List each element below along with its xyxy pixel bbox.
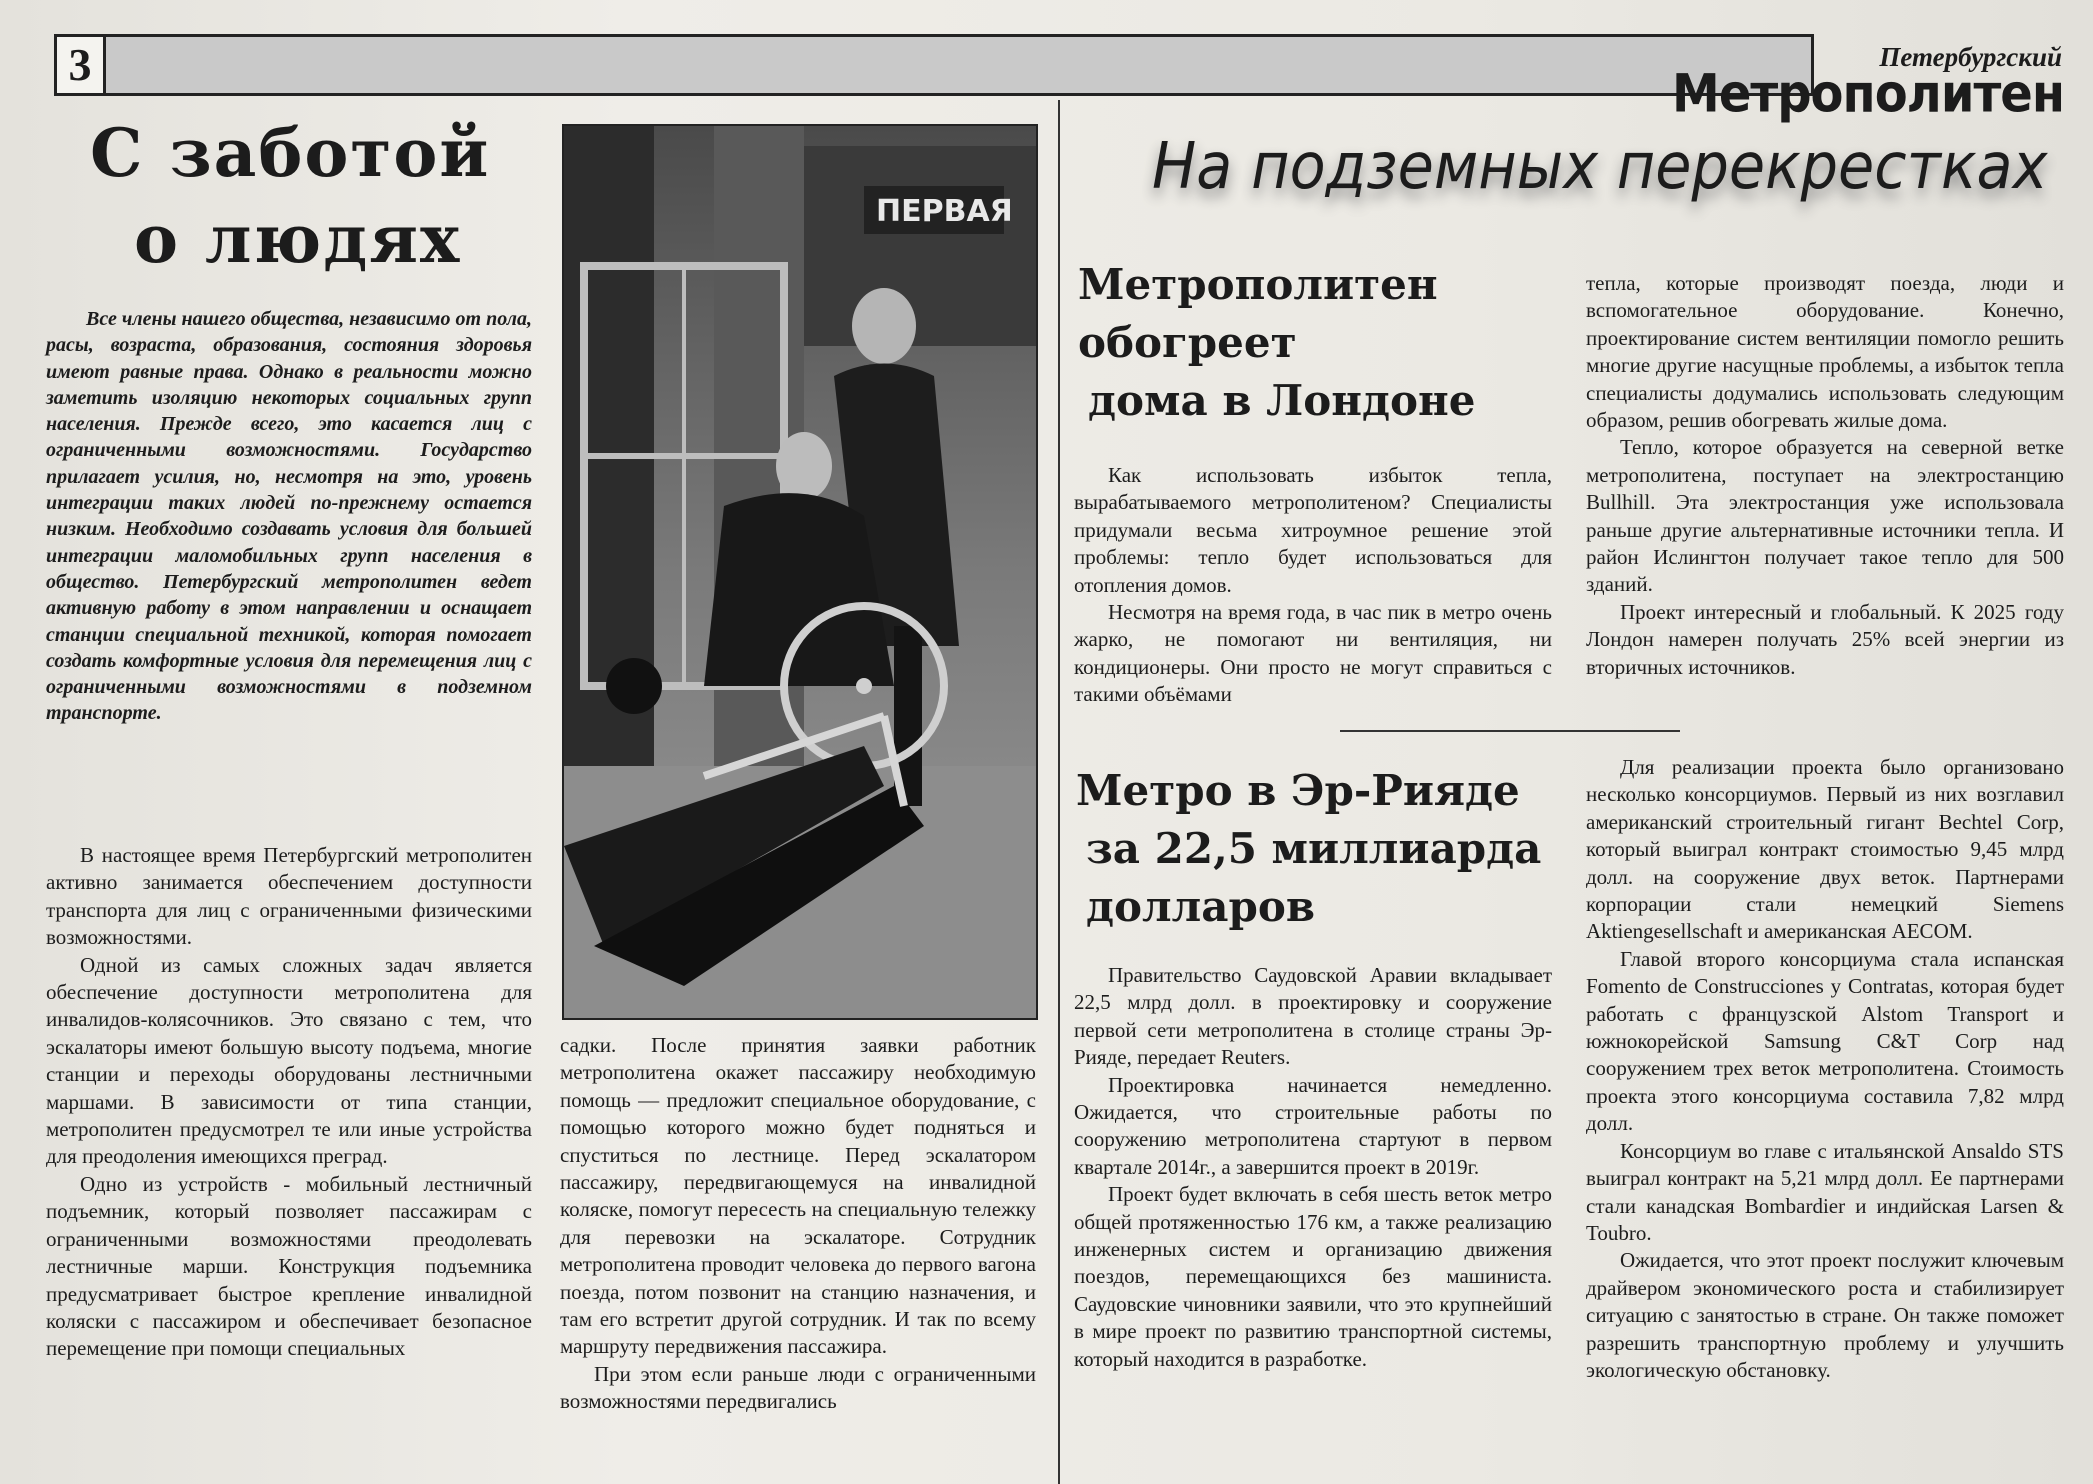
paragraph: Проект интересный и глобальный. К 2025 году Лондон намерен получать 25% всей энергии из вторичных источников. bbox=[1586, 599, 2064, 679]
paragraph: садки. После принятия заявки работник метрополитена окажет пассажиру необходимую помощь — предложит специальное оборудование, с помощью которого можно будет подняться и спуститься по лестнице. Перед эскалатором пассажиру, передвигающемуся на инвалидной коляске, помогут пересесть на специальную тележку для перевозки на эскалаторе. Сотрудник метрополитена проводит человека до первого вагона поезда, потом позвонит на станцию назначения, и там его встретит другой сотрудник. И так по всему маршруту передвижения пассажира. bbox=[560, 1033, 1036, 1359]
logo-small-text: Петербургский bbox=[1879, 42, 2062, 72]
paragraph: Проект будет включать в себя шесть веток метро общей протяженностью 176 км, а также реализацию инженерных систем и организацию движения поездов, перемещающихся без машиниста. Саудовские чиновники заявили, что это крупнейший в мире проект по развитию транспортной системы, который находится в разработке. bbox=[1074, 1182, 1552, 1371]
paragraph: Ожидается, что этот проект послужит ключевым драйвером экономического роста и стабилизирует ситуацию с занятостью в стране. Он также поможет разрешить транспортную проблему и улучшить экологическую обстановку. bbox=[1586, 1248, 2064, 1382]
column-divider bbox=[1058, 100, 1060, 1484]
photo-illustration bbox=[564, 126, 1036, 1018]
paragraph: Как использовать избыток тепла, вырабатываемого метрополитеном? Специалисты придумали весьма хитроумное решение этой проблемы: тепло будет использоваться для отопления домов. bbox=[1074, 463, 1552, 597]
riyadh-article-title bbox=[1076, 762, 1541, 936]
paragraph: Консорциум во главе с итальянской Ansaldo STS выиграл контракт на 5,21 млрд долл. Ее партнерами стали канадская Bombardier и индийская Larsen & Toubro. bbox=[1586, 1138, 2064, 1245]
title-line: дома в Лондоне bbox=[1088, 376, 1476, 425]
wheelchair-photo bbox=[562, 124, 1038, 1020]
paragraph: Тепло, которое образуется на северной ветке метрополитена, поступает на электростанцию Bullhill. Эта электростанция уже использовала раньше другие альтернативные источники тепла. И район Ислингтон получает такое тепло для 500 зданий. bbox=[1586, 435, 2064, 597]
title-line: Метро в Эр-Рияде bbox=[1076, 766, 1520, 815]
riyadh-article-column-1 bbox=[1074, 962, 1552, 1373]
paragraph: Проектировка начинается немедленно. Ожидается, что строительные работы по сооружению метрополитена стартуют в первом квартале 2014г., а завершится проект в 2019г. bbox=[1074, 1072, 1552, 1179]
title-line: обогреет bbox=[1078, 318, 1297, 367]
title-line: о людях bbox=[134, 200, 462, 278]
paragraph: В настоящее время Петербургский метрополитен активно занимается обеспечением доступности транспорта для лиц с ограниченными физическими возможностями. bbox=[46, 843, 532, 950]
logo-big-text: Метрополитен bbox=[1672, 63, 2064, 125]
section-title: На подземных перекрестках bbox=[1152, 130, 2048, 204]
paragraph: Главой второго консорциума стала испанская Fomento de Construcciones y Contratas, которая будет работать с французской Alstom Transport и южнокорейской Samsung C&T Corp над сооружением трех веток метрополитена. Стоимость проекта этого консорциума составила 7,82 млрд долл. bbox=[1586, 946, 2064, 1136]
riyadh-article-column-2 bbox=[1586, 754, 2064, 1384]
left-article-title bbox=[90, 110, 490, 282]
header-bar bbox=[54, 34, 1814, 96]
london-article-title bbox=[1078, 256, 1476, 430]
paragraph: Одной из самых сложных задач является обеспечение доступности метрополитена для инвалидов-колясочников. Это связано с тем, что эскалаторы имеют большую высоту подъема, многие станции и переходы оборудованы лестничными маршами. В зависимости от типа станции, метрополитен предусмотрел те или иные устройства для преодоления имеющихся преград. bbox=[46, 952, 532, 1169]
title-line: долларов bbox=[1086, 882, 1316, 931]
paragraph: При этом если раньше люди с ограниченными возможностями передвигались bbox=[560, 1361, 1036, 1414]
left-article-lead: Все члены нашего общества, независимо от пола, расы, возраста, образования, состояния здоровья имеют равные права. Однако в реальности можно заметить изоляцию некоторых социальных групп населения. Прежде всего, это касается лиц с ограниченными возможностями. Государство прилагает усилия, но, несмотря на это, уровень интеграции таких людей по-прежнему остается низким. Необходимо создавать условия для большей интеграции маломобильных групп населения в общество. Петербургский метрополитен ведет активную работу в этом направлении и оснащает станции специальной техникой, которая помогает создать комфортные условия для перемещения лиц с ограниченными возможностями в подземном транспорте. bbox=[46, 308, 532, 725]
newspaper-logo bbox=[1672, 42, 2068, 125]
paragraph: тепла, которые производят поезда, люди и вспомогательное оборудование. Конечно, проектирование систем вентиляции помогло решить многие другие насущные проблемы, а избыток тепла специалисты додумались использовать следующим образом, решив обогревать жилые дома. bbox=[1586, 271, 2064, 433]
page-number: 3 bbox=[57, 37, 106, 93]
paragraph: Для реализации проекта было организовано несколько консорциумов. Первый из них возглавил американский строительный гигант Bechtel Corp, который выиграл контракт стоимостью 9,45 млрд долл. на сооружение двух веток. Партнерами корпорации стали немецкий Siemens Aktiengesellschaft и американская AECOM. bbox=[1586, 755, 2064, 944]
title-line: С заботой bbox=[90, 114, 491, 192]
london-article-column-2 bbox=[1586, 270, 2064, 681]
paragraph: Правительство Саудовской Аравии вкладывает 22,5 млрд долл. в проектировку и сооружение первой сети метрополитена в столице страны Эр-Рияде, передает Reuters. bbox=[1074, 963, 1552, 1070]
title-line: за 22,5 миллиарда bbox=[1086, 824, 1542, 873]
title-line: Метрополитен bbox=[1078, 260, 1438, 309]
london-article-column-1 bbox=[1074, 462, 1552, 709]
left-article-column-2 bbox=[560, 1032, 1036, 1416]
paragraph: Несмотря на время года, в час пик в метро очень жарко, не помогают ни вентиляция, ни кондиционеры. Они просто не могут справиться с такими объёмами bbox=[1074, 600, 1552, 707]
paragraph: Одно из устройств - мобильный лестничный подъемник, который позволяет пассажирам с ограниченными возможностями преодолевать лестничные марши. Конструкция подъемника предусматривает быстрое крепление инвалидной коляски с пассажиром и обеспечивает безопасное перемещение при помощи специальных bbox=[46, 1171, 532, 1361]
article-separator bbox=[1340, 730, 1680, 732]
station-sign-text: ПЕРВАЯ bbox=[876, 194, 1013, 229]
left-article-column-1 bbox=[46, 842, 532, 1363]
